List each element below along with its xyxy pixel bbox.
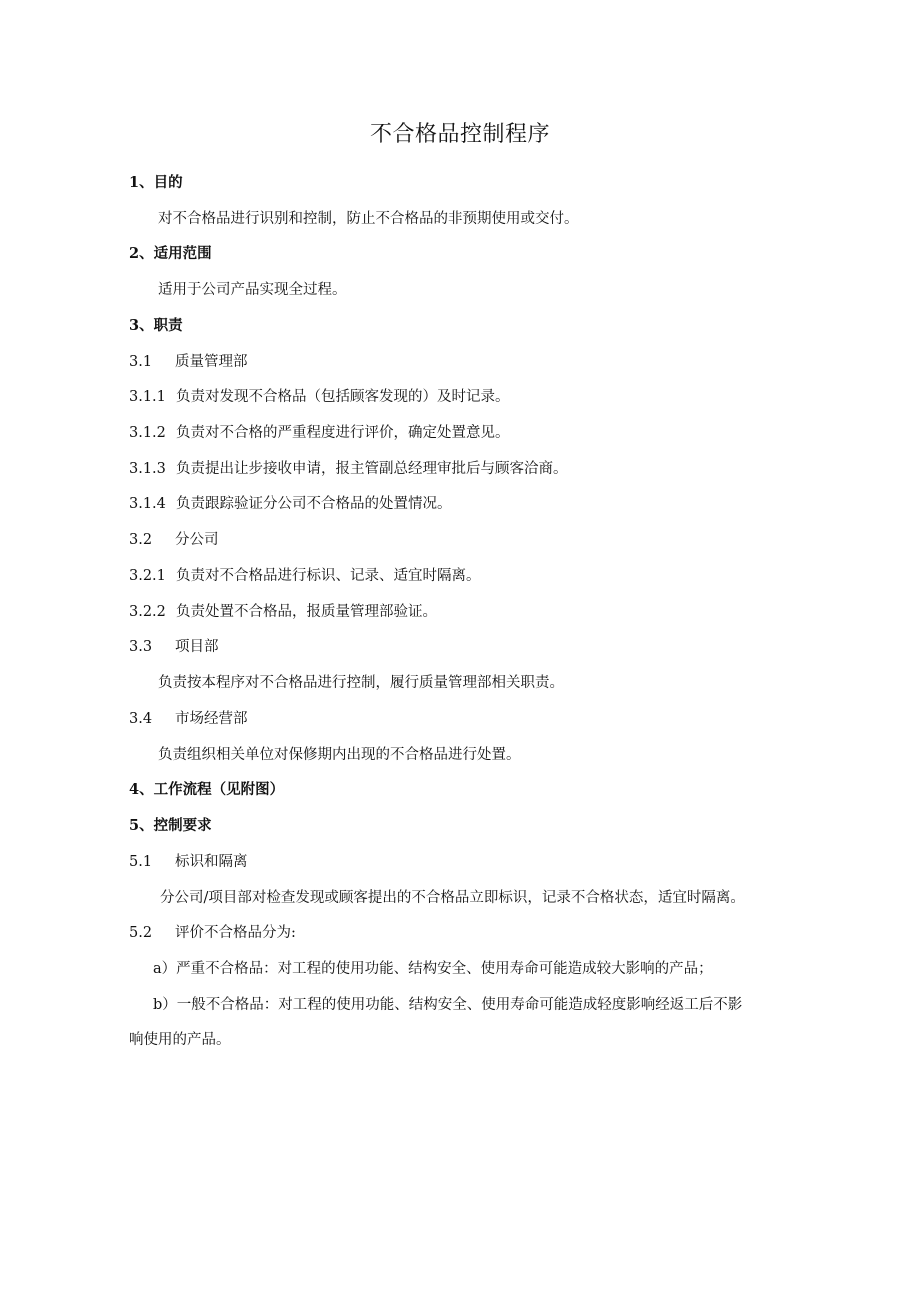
item-text: 负责对不合格的严重程度进行评价，确定处置意见。: [176, 425, 510, 441]
item-number: 3.2.1: [129, 568, 166, 584]
item-text: 负责处置不合格品，报质量管理部验证。: [176, 604, 437, 620]
item-text: 负责跟踪验证分公司不合格品的处置情况。: [176, 496, 452, 512]
item-3-4-body: 负责组织相关单位对保修期内出现的不合格品进行处置。: [158, 747, 521, 763]
item-5-1-body: 分公司/项目部对检查发现或顾客提出的不合格品立即标识，记录不合格状态，适宜时隔离。: [160, 890, 745, 906]
item-5-2-a: a）严重不合格品：对工程的使用功能、结构安全、使用寿命可能造成较大影响的产品；: [153, 961, 713, 977]
item-text: 评价不合格品分为:: [175, 925, 296, 941]
document-title: 不合格品控制程序: [369, 122, 550, 147]
item-number: 3.2: [129, 532, 153, 548]
item-number: 3.1.3: [129, 461, 166, 477]
item-text: 项目部: [175, 639, 219, 655]
item-5-2: [129, 923, 296, 943]
item-text: 分公司: [175, 532, 219, 548]
section-5-heading: 5、控制要求: [129, 817, 212, 834]
section-1-body: 对不合格品进行识别和控制，防止不合格品的非预期使用或交付。: [158, 211, 579, 227]
item-3-1-3: [129, 459, 568, 479]
section-4-heading: 4、工作流程（见附图）: [129, 781, 285, 798]
item-number: 3.1.1: [129, 389, 166, 405]
item-text: 标识和隔离: [175, 854, 248, 870]
section-2-body: 适用于公司产品实现全过程。: [158, 282, 347, 298]
item-3-1-1: [129, 387, 510, 407]
item-number: 3.3: [129, 639, 153, 655]
item-3-3: [129, 637, 219, 657]
item-number: 5.2: [129, 925, 153, 941]
item-5-1: [129, 852, 248, 872]
item-3-1: [129, 352, 248, 372]
item-number: 3.2.2: [129, 604, 166, 620]
item-number: 3.1.2: [129, 425, 166, 441]
item-number: 3.1: [129, 354, 153, 370]
item-3-1-2: [129, 423, 510, 443]
item-text: 市场经营部: [175, 711, 248, 727]
item-number: 3.4: [129, 711, 153, 727]
item-3-3-body: 负责按本程序对不合格品进行控制，履行质量管理部相关职责。: [158, 675, 564, 691]
item-text: 负责对发现不合格品（包括顾客发现的）及时记录。: [176, 389, 510, 405]
item-5-2-b-line2: 响使用的产品。: [129, 1032, 231, 1048]
item-3-2-2: [129, 602, 437, 622]
item-3-2: [129, 530, 219, 550]
item-number: 5.1: [129, 854, 153, 870]
item-5-2-b-line1: b）一般不合格品：对工程的使用功能、结构安全、使用寿命可能造成轻度影响经返工后不影: [153, 997, 743, 1013]
section-2-heading: 2、适用范围: [129, 245, 212, 262]
item-number: 3.1.4: [129, 496, 166, 512]
item-text: 质量管理部: [175, 354, 248, 370]
item-3-4: [129, 709, 248, 729]
section-3-heading: 3、职责: [129, 317, 183, 334]
item-text: 负责对不合格品进行标识、记录、适宜时隔离。: [176, 568, 481, 584]
item-3-1-4: [129, 494, 452, 514]
item-3-2-1: [129, 566, 481, 586]
item-text: 负责提出让步接收申请，报主管副总经理审批后与顾客洽商。: [176, 461, 568, 477]
section-1-heading: 1、目的: [129, 174, 183, 191]
